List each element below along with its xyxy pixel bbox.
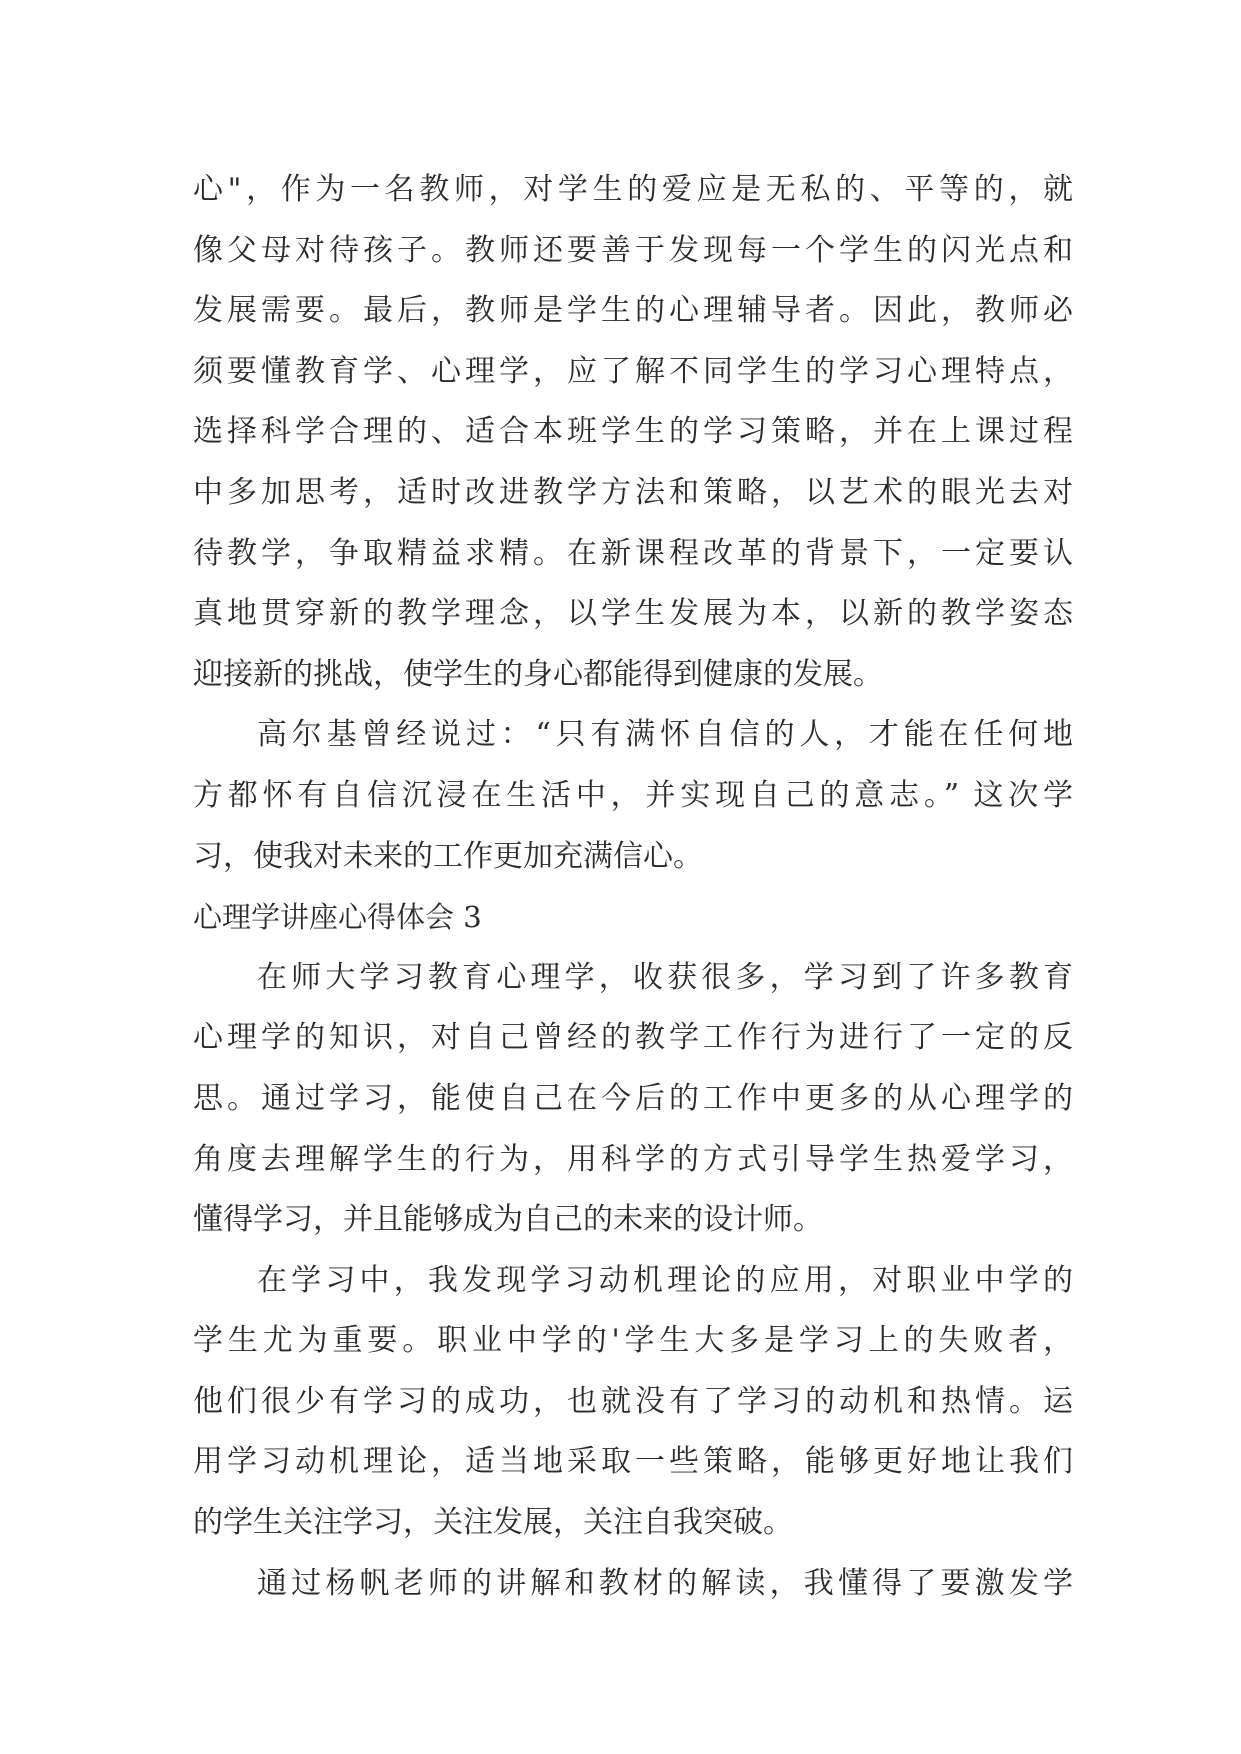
section-heading: 心理学讲座心得体会 3	[193, 900, 482, 935]
text-line: 习，使我对未来的工作更加充满信心。	[193, 838, 703, 874]
text-line: 迎接新的挑战，使学生的身心都能得到健康的发展。	[193, 656, 883, 692]
text-line: 的学生关注学习，关注发展，关注自我突破。	[193, 1505, 793, 1541]
text-line: 用学习动机理论，适当地采取一些策略，能够更好地让我们	[193, 1444, 1073, 1480]
text-line: 学生尤为重要。职业中学的'学生大多是学习上的失败者，	[193, 1323, 1073, 1359]
text-line: 思。通过学习，能使自己在今后的工作中更多的从心理学的	[193, 1080, 1073, 1116]
paragraph-3	[193, 948, 1073, 1251]
paragraph-4	[193, 1251, 1073, 1554]
text-line: 待教学，争取精益求精。在新课程改革的背景下，一定要认	[193, 535, 1073, 571]
paragraph-1	[193, 160, 1073, 705]
text-line: 在学习中，我发现学习动机理论的应用，对职业中学的	[257, 1262, 1073, 1298]
text-line: 心"，作为一名教师，对学生的爱应是无私的、平等的，就	[193, 172, 1073, 207]
document-body	[193, 160, 1073, 1614]
text-line: 通过杨帆老师的讲解和教材的解读，我懂得了要激发学	[257, 1565, 1073, 1601]
text-line: 发展需要。最后，教师是学生的心理辅导者。因此，教师必	[193, 293, 1073, 329]
text-line: 方都怀有自信沉浸在生活中，并实现自己的意志。” 这次学	[193, 777, 1073, 813]
text-line: 懂得学习，并且能够成为自己的未来的设计师。	[193, 1202, 823, 1238]
paragraph-5	[193, 1554, 1073, 1615]
text-line: 心理学的知识，对自己曾经的教学工作行为进行了一定的反	[193, 1020, 1073, 1056]
text-line: 像父母对待孩子。教师还要善于发现每一个学生的闪光点和	[193, 232, 1073, 268]
text-line: 在师大学习教育心理学，收获很多，学习到了许多教育	[257, 959, 1073, 995]
text-line: 须要懂教育学、心理学，应了解不同学生的学习心理特点，	[193, 353, 1073, 389]
text-line: 真地贯穿新的教学理念，以学生发展为本，以新的教学姿态	[193, 596, 1073, 632]
paragraph-2	[193, 705, 1073, 887]
text-line: 他们很少有学习的成功，也就没有了学习的动机和热情。运	[193, 1383, 1073, 1419]
text-line: 角度去理解学生的行为，用科学的方式引导学生热爱学习，	[193, 1141, 1073, 1177]
text-line: 中多加思考，适时改进教学方法和策略，以艺术的眼光去对	[193, 474, 1073, 510]
text-line: 选择科学合理的、适合本班学生的学习策略，并在上课过程	[193, 414, 1073, 450]
text-line: 高尔基曾经说过：“只有满怀自信的人，才能在任何地	[257, 717, 1073, 753]
